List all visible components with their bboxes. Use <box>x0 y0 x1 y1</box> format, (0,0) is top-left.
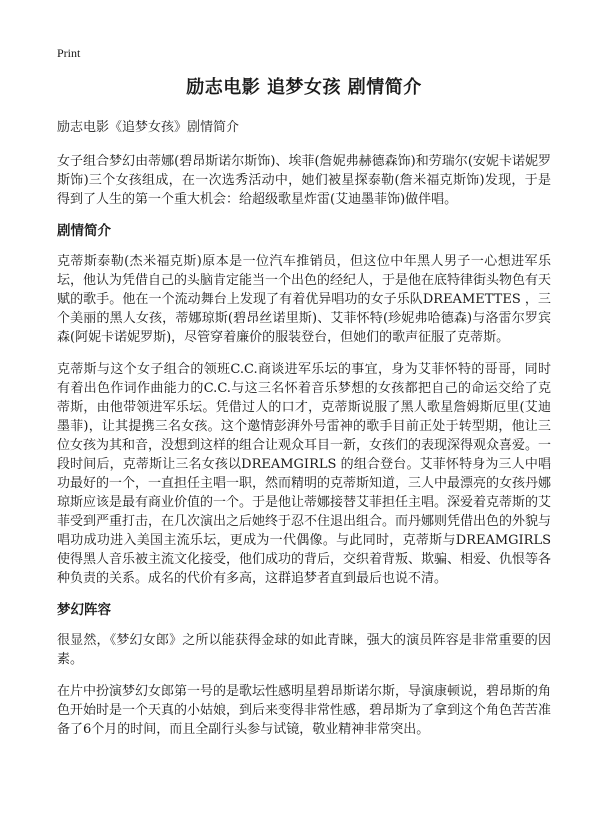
cast-paragraph: 在片中扮演梦幻女郎第一号的是歌坛性感明星碧昂斯诺尔斯，导演康顿说，碧昂斯的角色开始时是一个天真的小姑娘，到后来变得非常性感，碧昂斯为了拿到这个角色苦苦准备了6个月的时间，而且全副行头参与试镜，敬业精神非常突出。 <box>57 684 552 737</box>
article <box>57 76 551 752</box>
intro-paragraph: 女子组合梦幻由蒂娜(碧昂斯诺尔斯饰)、埃菲(詹妮弗赫德森饰)和劳瑞尔(安妮卡诺妮罗斯饰)三个女孩组成，在一次选秀活动中，她们被星探泰勒(詹米福克斯饰)发现，于是得到了人生的第一个重大机会：给超级歌星炸雷(艾迪墨菲饰)做伴唱。 <box>57 154 551 207</box>
print-link[interactable]: Print <box>57 46 81 60</box>
section-heading-cast: 梦幻阵容 <box>57 602 111 618</box>
article-subtitle: 励志电影《追梦女孩》剧情简介 <box>57 120 240 135</box>
plot-paragraph: 克蒂斯与这个女子组合的领班C.C.商谈进军乐坛的事宜，身为艾菲怀特的哥哥，同时有着出色作词作曲能力的C.C.与这三名怀着音乐梦想的女孩都把自己的命运交给了克蒂斯，由他带领进军乐坛。凭借过人的口才，克蒂斯说服了黑人歌星詹姆斯厄里(艾迪墨菲)，让其提携三名女孩。这个邀情彭湃外号雷神的歌手目前正处于转型期，他让三位女孩为其和音，没想到这样的组合让观众耳目一新，女孩们的表现深得观众喜爱。一段时间后，克蒂斯让三名女孩以DREAMGIRLS 的组合登台。艾菲怀特身为三人中唱功最好的一个，一直担任主唱一职，然而精明的克蒂斯知道，三人中最漂亮的女孩丹娜琼斯应该是最有商业价值的一个。于是他让蒂娜接替艾菲担任主唱。深爱着克蒂斯的艾菲受到严重打击，在几次演出之后她终于忍不住退出组合。而丹娜则凭借出色的外貌与唱功成功进入美国主流乐坛，更成为一代偶像。与此同时，克蒂斯与DREAMGIRLS 使得黑人音乐被主流文化接受，他们成功的背后，交织着背叛、欺骗、相爱、仇恨等各种负责的关系。成名的代价有多高，这群追梦者直到最后也说不清。 <box>57 362 552 586</box>
section-heading-plot: 剧情简介 <box>57 223 111 239</box>
cast-paragraph: 很显然，《梦幻女郎》之所以能获得金球的如此青睐，强大的演员阵容是非常重要的因素。 <box>57 633 551 667</box>
page-title: 励志电影 追梦女孩 剧情简介 <box>186 77 422 98</box>
plot-paragraph: 克蒂斯泰勒(杰米福克斯)原本是一位汽车推销员，但这位中年黑人男子一心想进军乐坛，他认为凭借自己的头脑肯定能当一个出色的经纪人，于是他在底特律街头物色有天赋的歌手。他在一个流动舞台上发现了有着优异唱功的女子乐队DREAMETTES ，三个美丽的黑人女孩，蒂娜琼斯(碧昂丝诺里斯)、艾菲怀特(珍妮弗哈德森)与洛雷尔罗宾森(阿妮卡诺妮罗斯)，尽管穿着廉价的服装登台，但她们的歌声征服了克蒂斯。 <box>57 254 552 345</box>
